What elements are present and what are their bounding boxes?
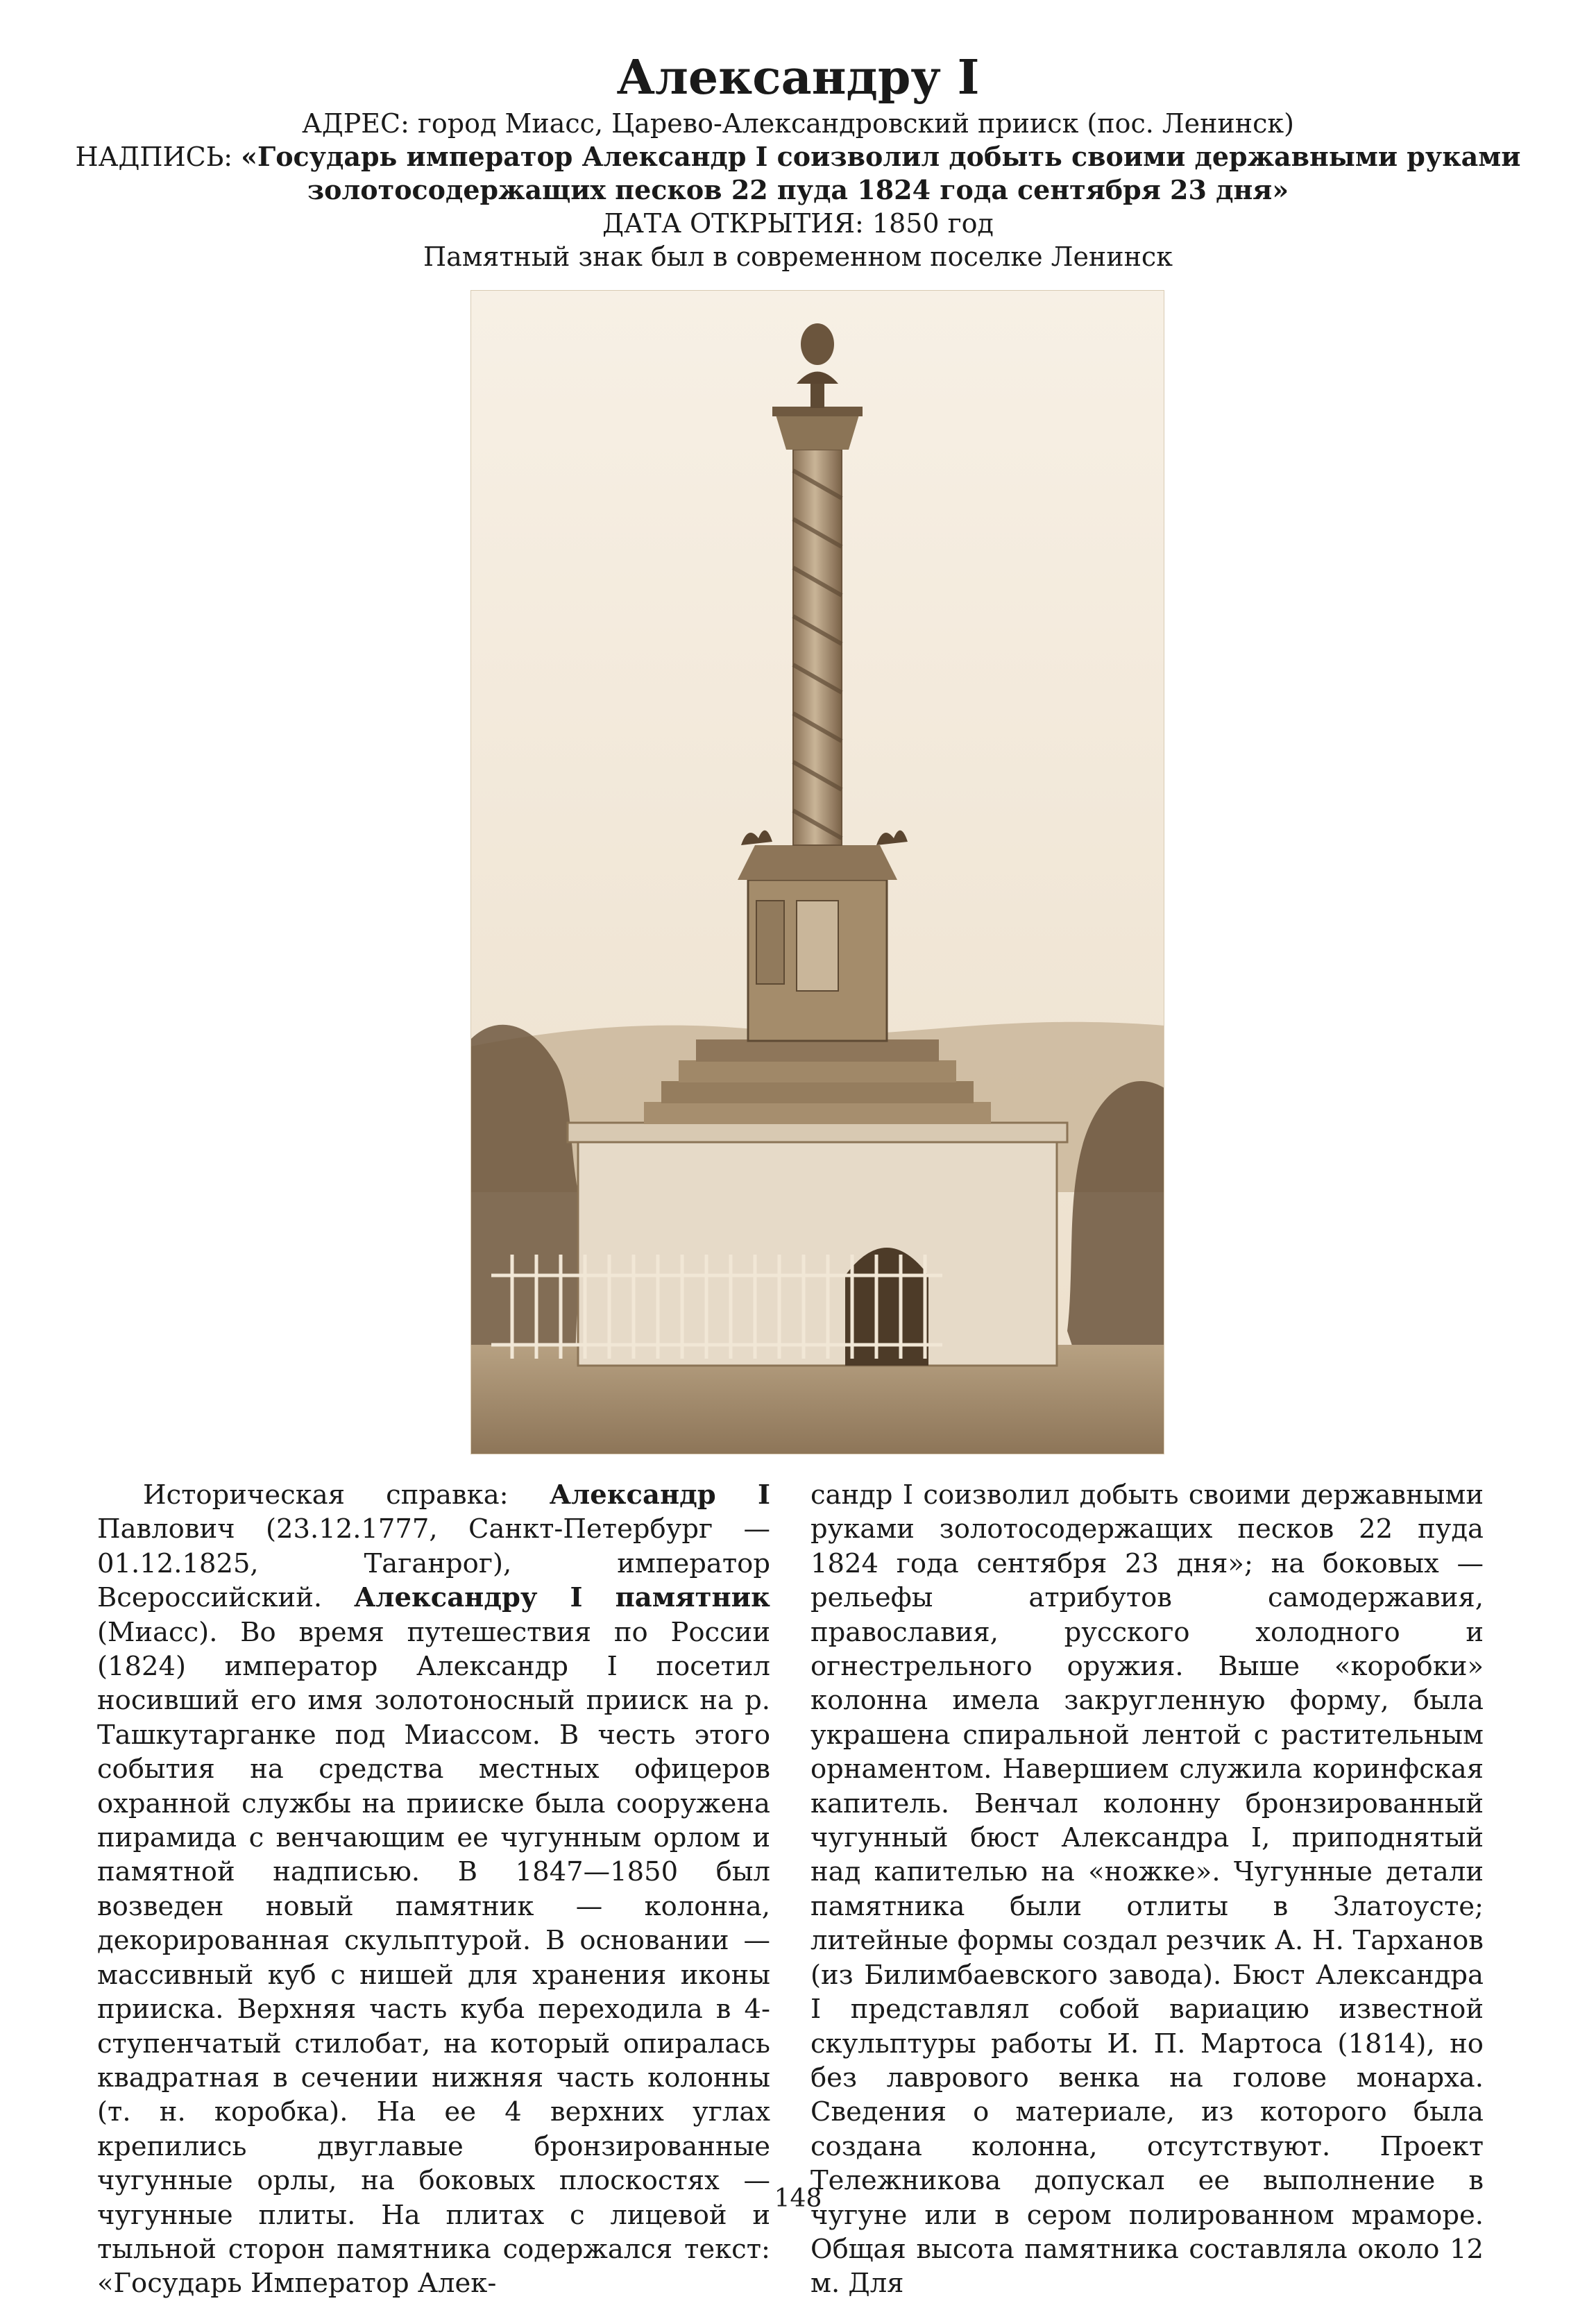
bold-name: Александр I (549, 1479, 770, 1511)
article-paragraph-right: сандр I соизволил добыть своими державными руками золотосодержащих песков 22 пуда 1824 года сентября 23 дня»; на боковых — рельефы атрибутов самодержавия, православия, русского холодного и огнестрельного оружия. Выше «коробки» колонна имела закругленную форму, была украшена спиральной лентой с растительным орнаментом. Навершием служила коринфская капитель. Венчал колонну бронзированный чугунный бюст Александра I, приподнятый над капителью на «ножке». Чугунные детали памятника были отлиты в Златоусте; литейные формы создал резчик А. Н. Тарханов (из Билимбаевского завода). Бюст Александра I представлял собой вариацию известной скульптуры работы И. П. Мартоса (1814), но без лаврового венка на голове монарха. Сведения о материале, из которого была создана колонна, отсутствуют. Проект Тележникова допускал ее выполнение в чугуне или в сером полированном мраморе. Общая высота памятника составляла около 12 м. Для (810, 1479, 1484, 2300)
base-cornice (568, 1123, 1067, 1142)
bust-head (801, 323, 834, 365)
lead-label: Историческая справка: (143, 1479, 509, 1511)
capital-abacus (772, 407, 863, 416)
article-column-right (810, 1478, 1484, 2301)
monument-illustration (470, 290, 1164, 1454)
step-2 (661, 1081, 974, 1103)
location-note: Памятный знак был в современном поселке Ленинск (423, 241, 1173, 272)
date-label: ДАТА ОТКРЫТИЯ: (602, 208, 864, 239)
page-title: Александру I (616, 50, 980, 105)
inscription-label: НАДПИСЬ: (75, 142, 233, 172)
step-1 (644, 1102, 991, 1124)
inscription-line-1 (0, 140, 1596, 173)
address-line (0, 107, 1596, 140)
icon-niche (845, 1248, 928, 1366)
base-cube (578, 1137, 1057, 1366)
biography-text: Павлович (23.12.1777, Санкт-Петербург — 01.12.1825, Таганрог), император Всероссийский. (97, 1513, 770, 1614)
inscription-text-1: «Государь император Александр I соизволил добыть своими державными руками (241, 141, 1521, 172)
pedestal-cap (738, 845, 897, 880)
inscription-text-2: золотосодержащих песков 22 пуда 1824 года сентября 23 дня» (307, 174, 1289, 205)
article-paragraph-left (97, 1478, 770, 2301)
history-text: (Миасс). Во время путешествия по России (1824) император Александр I посетил носивший его имя золотоносный прииск на р. Ташкутарганке под Миассом. В честь этого события на средства местных офицеров охранной службы на прииске была сооружена пирамида с венчающим ее чугунным орлом и памятной надписью. В 1847—1850 был возведен новый памятник — колонна, декорированная скульптурой. В основании — массивный куб с нишей для хранения иконы прииска. Верхняя часть куба переходила в 4-ступенчатый стилобат, на который опиралась квадратная в сечении нижняя часть колонны (т. н. коробка). На ее 4 верхних углах крепились двуглавые бронзированные чугунные орлы, на боковых плоскостях — чугунные плиты. На плитах с лицевой и тыльной сторон памятника содержался текст: «Государь Император Алек- (97, 1616, 770, 2300)
side-relief (756, 901, 784, 984)
inscription-line-2 (0, 173, 1596, 207)
address-value: город Миасс, Царево-Александровский прииск (пос. Ленинск) (418, 108, 1294, 139)
corinthian-capital (776, 415, 859, 450)
bold-monument: Александру I памятник (353, 1582, 770, 1614)
date-value: 1850 год (872, 208, 994, 239)
address-label: АДРЕС: (302, 108, 409, 139)
memorial-plate (797, 901, 838, 991)
article-column-left (97, 1478, 770, 2301)
page-header (0, 49, 1596, 273)
bust-stand (810, 380, 824, 408)
step-4 (696, 1039, 939, 1062)
monument-photo (470, 290, 1164, 1454)
page-number: 148 (774, 2184, 822, 2213)
date-line (0, 207, 1596, 240)
step-3 (679, 1060, 956, 1082)
